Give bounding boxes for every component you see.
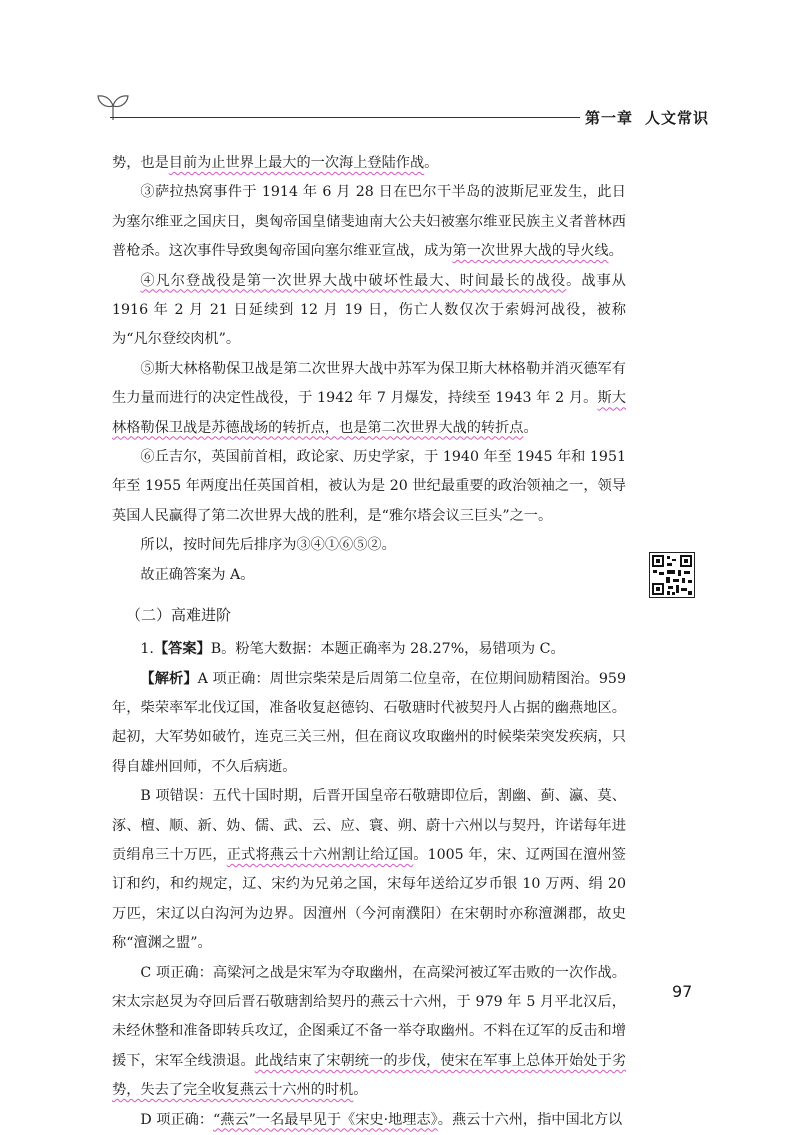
- page-body: [112, 149, 626, 1135]
- header-rule: [110, 117, 580, 118]
- answer-line: 1.【答案】B。粉笔大数据：本题正确率为 28.27%，易错项为 C。: [140, 641, 565, 658]
- paragraph: ④凡尔登战役是第一次世界大战中破坏性最大、时间最长的战役。战事从 1916 年 2 月 21 日延续到 12 月 19 日，伤亡人数仅次于索姆河战役，被称为“凡尔登绞肉机”。: [112, 272, 626, 348]
- paragraph: 所以，按时间先后排序为③④①⑥⑤②。: [140, 537, 396, 554]
- analysis-paragraph: 【解析】A 项正确：周世宗柴荣是后周第二位皇帝，在位期间励精图治。959 年，柴荣率军北伐辽国，准备收复赵德钧、石敬瑭时代被契丹人占据的幽燕地区。起初，大军势如破竹，连克三关三州，但在商议攻取幽州的时候柴荣突发疾病，只得自雄州回师，不久后病逝。: [112, 670, 626, 775]
- chapter-number: 第一章: [585, 109, 634, 127]
- paragraph: D 项正确：“燕云”一名最早见于《宋史·地理志》。燕云十六州，指中国北方以: [140, 1111, 623, 1128]
- section-heading: （二）高难进阶: [126, 606, 232, 625]
- qr-code-icon[interactable]: [649, 552, 695, 598]
- paragraph: ③萨拉热窝事件于 1914 年 6 月 28 日在巴尔干半岛的波斯尼亚发生，此日为塞尔维亚之国庆日，奥匈帝国皇储斐迪南大公夫妇被塞尔维亚民族主义者普林西普枪杀。这次事件导致奥匈帝国向塞尔维亚宣战，成为第一次世界大战的导火线。: [112, 184, 626, 260]
- paragraph: 故正确答案为 A。: [140, 566, 255, 583]
- chapter-title: 人文常识: [645, 109, 710, 127]
- paragraph: C 项正确：高梁河之战是宋军为夺取幽州，在高梁河被辽军击败的一次作战。宋太宗赵炅为夺回后晋石敬瑭割给契丹的燕云十六州，于 979 年 5 月平北汉后，未经休整和准备即转兵攻辽，企图乘辽不备一举夺取幽州。不料在辽军的反击和增援下，宋军全线溃退。此战结束了宋朝统一的步伐，使宋在军事上总体开始处于劣势，失去了完全收复燕云十六州的时机。: [112, 964, 626, 1099]
- paragraph: ⑤斯大林格勒保卫战是第二次世界大战中苏军为保卫斯大林格勒并消灭德军有生力量而进行的决定性战役，于 1942 年 7 月爆发，持续至 1943 年 2 月。斯大林格勒保卫战是苏德战场的转折点，也是第二次世界大战的转折点。: [112, 360, 626, 436]
- chapter-heading: [585, 107, 709, 128]
- paragraph: 势，也是目前为止世界上最大的一次海上登陆作战。: [112, 155, 439, 171]
- page-number: 97: [672, 982, 693, 1001]
- paragraph: ⑥丘吉尔，英国前首相，政论家、历史学家，于 1940 年至 1945 年和 1951 年至 1955 年两度出任英国首相，被认为是 20 世纪最重要的政治领袖之一，领导英国人民赢得了第二次世界大战的胜利，是“雅尔塔会议三巨头”之一。: [112, 449, 626, 524]
- paragraph: B 项错误：五代十国时期，后晋开国皇帝石敬瑭即位后，割幽、蓟、瀛、莫、涿、檀、顺、新、妫、儒、武、云、应、寰、朔、蔚十六州以与契丹，许诺每年进贡绢帛三十万匹，正式将燕云十六州割让给辽国。1005 年，宋、辽两国在澶州签订和约，和约规定，辽、宋约为兄弟之国，宋每年送给辽岁币银 10 万两、绢 20 万匹，宋辽以白沟河为边界。因澶州（今河南濮阳）在宋朝时亦称澶渊郡，故史称“澶渊之盟”。: [112, 788, 626, 952]
